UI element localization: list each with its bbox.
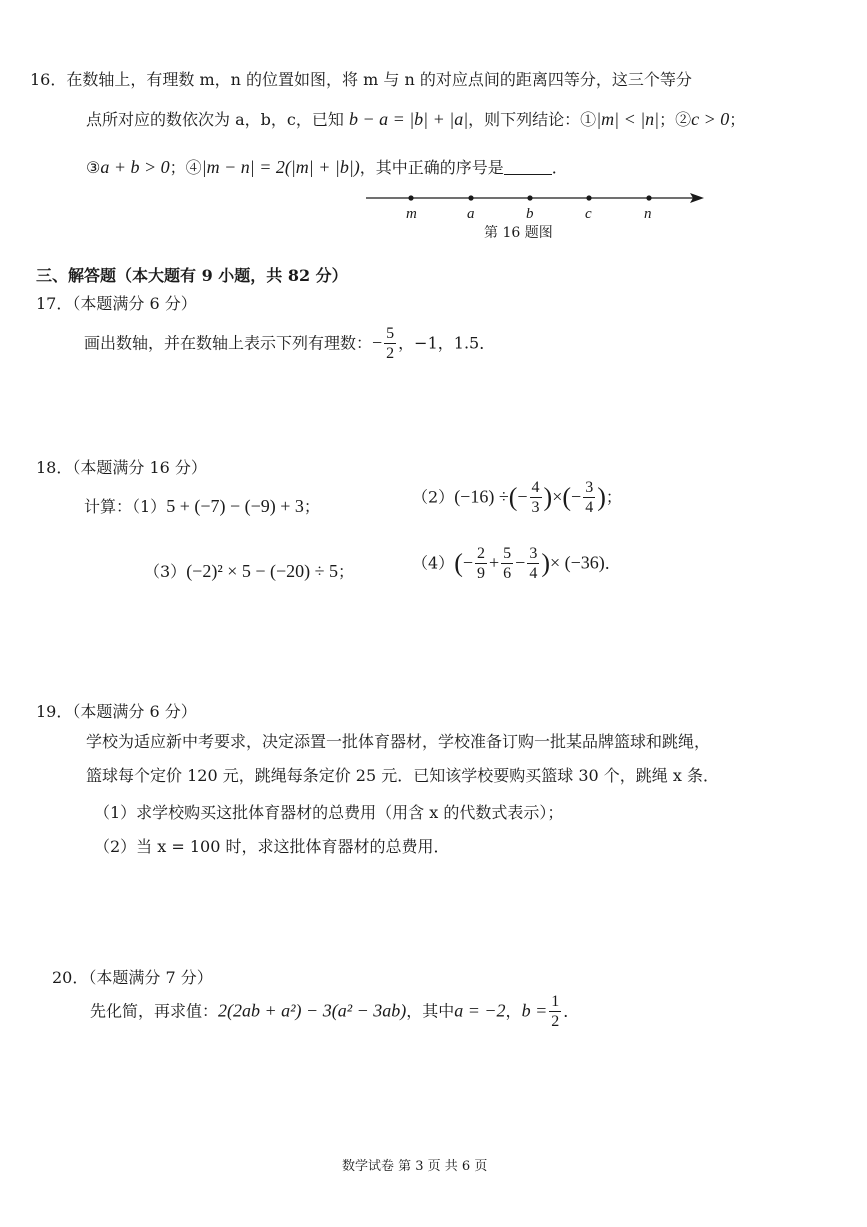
q16-line3: [86, 158, 568, 176]
q18-p4-end: ．: [604, 553, 621, 573]
point-a: [468, 195, 473, 200]
q18-expr-1: 5 + (−7) − (−9) + 3: [166, 496, 304, 516]
q18-frac2-num: 3: [585, 479, 594, 496]
q18-p4-paren-open: (: [454, 548, 463, 578]
q19-sub1: （1）求学校购买这批体育器材的总费用（用含 x 的代数式表示）；: [94, 803, 564, 822]
q18-number: 18．: [36, 458, 73, 477]
point-c: [586, 195, 591, 200]
q19-line2: 篮球每个定价 120 元，跳绳每条定价 25 元．已知该学校要购买篮球 30 个，跳绳 x 条．: [86, 766, 719, 785]
q18-header: [36, 460, 207, 476]
q17-body: [84, 326, 495, 362]
q18-p4-f3-den: 4: [529, 565, 538, 582]
q16-text-line2a: 点所对应的数依次为 a，b，c，已知: [86, 110, 344, 129]
q20-b-lhs: b =: [521, 1000, 548, 1021]
q18-minus-2: −: [571, 486, 582, 507]
q20-number: 20．: [52, 968, 89, 987]
q18-p2-end: ；: [605, 487, 622, 507]
q16-text-line1: 在数轴上，有理数 m，n 的位置如图，将 m 与 n 的对应点间的距离四等分，这三个等分: [66, 70, 692, 89]
q18-paren-close-2: ): [597, 482, 606, 512]
q16-mark-4: ；④: [169, 158, 202, 177]
q18-p4-minus-2: −: [515, 552, 526, 573]
q20-text: 先化简，再求值：: [90, 1001, 219, 1021]
q18-label-4: （4）: [412, 553, 455, 573]
q16-text-line3: ，其中正确的序号是: [359, 158, 504, 177]
q19-number: 19．: [36, 702, 73, 721]
q20-sep: ，: [505, 1001, 522, 1021]
q17-header: [36, 296, 197, 312]
q17-frac-num: 5: [386, 325, 395, 342]
q17-frac-den: 2: [386, 345, 395, 362]
label-n: n: [644, 206, 652, 222]
q18-p3-end: ；: [338, 562, 355, 581]
label-b: b: [526, 206, 534, 222]
q16-conclusion-2: c > 0: [691, 109, 730, 129]
q19-score: （本题满分 6 分）: [72, 702, 197, 721]
q18-p4-plus: +: [489, 552, 500, 573]
section-heading: 三、解答题（本大题有 9 小题，共 82 分）: [36, 266, 348, 285]
q18-p4-f1-num: 2: [477, 545, 486, 562]
q18-part2: [412, 480, 622, 516]
q18-intro: 计算：（1）: [84, 497, 167, 516]
q18-p4-minus: −: [462, 552, 474, 573]
q18-label-2: （2）: [412, 487, 455, 507]
q16-line2: [86, 110, 745, 128]
label-a: a: [467, 206, 475, 222]
q18-part1: [84, 497, 320, 515]
q20-expression: 2(2ab + a²) − 3(a² − 3ab): [218, 1000, 407, 1021]
q18-expr-3: (−2)² × 5 − (−20) ÷ 5: [186, 561, 339, 581]
q17-score: （本题满分 6 分）: [72, 294, 197, 313]
q20-score: （本题满分 7 分）: [88, 968, 213, 987]
q16-line1: [30, 72, 692, 88]
q18-frac2-den: 4: [585, 499, 594, 516]
q16-conclusion-4: |m − n| = 2(|m| + |b|): [201, 157, 360, 177]
q16-conclusion-1: |m| < |n|: [596, 109, 660, 129]
q16-line2-end: ；: [729, 110, 746, 129]
q18-p4-frac-3: [527, 546, 539, 582]
q19-line1: 学校为适应新中考要求，决定添置一批体育器材，学校准备订购一批某品牌篮球和跳绳，: [86, 732, 711, 751]
q17-fraction: [384, 326, 396, 362]
q18-p4-f2-den: 6: [503, 565, 512, 582]
q16-given-equation: b − a = |b| + |a|: [348, 109, 469, 129]
q18-label-3: （3）: [144, 562, 187, 581]
q18-p1-end: ；: [303, 497, 320, 516]
q18-p4-paren-close: ): [541, 548, 550, 578]
q18-score: （本题满分 16 分）: [72, 458, 207, 477]
q20-body: [90, 994, 579, 1030]
q16-sep: ；②: [659, 110, 692, 129]
q17-neg-sign: −: [372, 332, 383, 353]
q18-p4-frac-2: [501, 546, 513, 582]
q18-expr-2a: (−16) ÷: [454, 486, 509, 507]
q18-paren-close: ): [543, 482, 553, 512]
q20-b-fraction: [549, 994, 561, 1030]
q20-b-num: 1: [551, 993, 560, 1010]
q18-p4-f1-den: 9: [477, 565, 486, 582]
q16-number: 16．: [30, 70, 67, 89]
q17-number: 17．: [36, 294, 73, 313]
q18-minus: −: [517, 486, 528, 507]
figure-caption: 第 16 题图: [484, 225, 553, 241]
q18-frac1-den: 3: [531, 499, 540, 516]
q18-p4-f2-num: 5: [503, 545, 512, 562]
q18-frac-1: [530, 480, 542, 516]
q20-a-value: a = −2: [454, 1000, 506, 1021]
q16-conclusion-3: a + b > 0: [100, 157, 170, 177]
point-n: [646, 195, 651, 200]
q18-part4: [412, 546, 621, 582]
q18-paren-open-2: (: [562, 482, 572, 512]
q16-mark-3: ③: [86, 158, 101, 177]
point-b: [527, 195, 532, 200]
q18-p4-frac-1: [475, 546, 487, 582]
q18-frac1-num: 4: [531, 479, 540, 496]
q16-text-line2b: ，则下列结论：①: [468, 110, 597, 129]
point-m: [408, 195, 413, 200]
q18-frac-2: [583, 480, 595, 516]
q20-where: ，其中: [406, 1001, 455, 1021]
q17-text: 画出数轴，并在数轴上表示下列有理数：: [84, 333, 373, 353]
q18-p4-f3-num: 3: [529, 545, 538, 562]
q19-header: [36, 704, 197, 720]
page-footer: 数学试卷 第 3 页 共 6 页: [342, 1159, 488, 1174]
q18-part3: [144, 562, 354, 580]
label-c: c: [585, 206, 592, 222]
q19-sub2: （2）当 x = 100 时，求这批体育器材的总费用．: [94, 837, 450, 856]
q18-paren-open: (: [508, 482, 518, 512]
q16-answer-blank: [504, 174, 552, 175]
q20-header: [52, 970, 213, 986]
q18-times: ×: [552, 486, 563, 507]
label-m: m: [406, 206, 417, 222]
q17-rest: ，−1，1.5．: [398, 333, 496, 353]
q18-p4-tail: × (−36): [550, 552, 605, 573]
q16-line3-end: ．: [551, 158, 568, 177]
q20-end: ．: [563, 1001, 580, 1021]
q20-b-den: 2: [551, 1013, 560, 1030]
